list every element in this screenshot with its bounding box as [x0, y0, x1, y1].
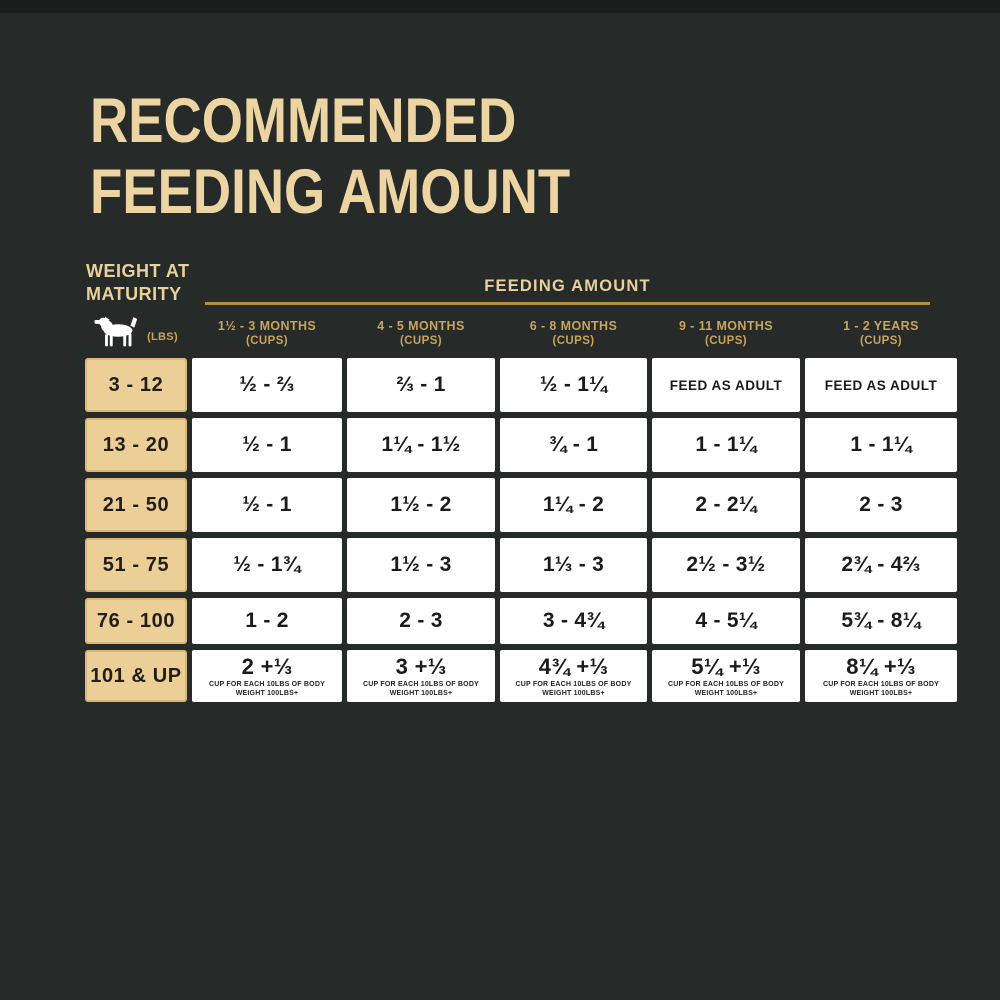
header-rule: [205, 302, 930, 305]
column-range-label: 1½ - 3 MONTHS: [217, 319, 317, 333]
column-unit-label: (CUPS): [245, 335, 288, 347]
cell-note: CUP FOR EACH 10LBS OF BODY WEIGHT 100LBS+: [515, 680, 632, 697]
column-range-label: 6 - 8 MONTHS: [529, 319, 618, 333]
feeding-value-cell: [805, 358, 957, 412]
cell-note: CUP FOR EACH 10LBS OF BODY WEIGHT 100LBS+: [668, 680, 784, 697]
cell-note: CUP FOR EACH 10LBS OF BODY WEIGHT 100LBS+: [823, 680, 939, 697]
column-unit-label: (CUPS): [552, 335, 595, 347]
feeding-value-cell: [652, 478, 800, 532]
cell-value: 1⅓ - 3: [542, 553, 605, 576]
column-header-cell: [652, 308, 800, 352]
feeding-value-cell: [500, 650, 647, 702]
feeding-value-cell: [805, 538, 957, 592]
feeding-value-cell: [500, 478, 647, 532]
cell-value: ⅔ - 1: [396, 373, 446, 396]
feeding-value-cell: [347, 478, 495, 532]
column-unit-label: (CUPS): [704, 335, 747, 347]
cell-note: CUP FOR EACH 10LBS OF BODY WEIGHT 100LBS+: [363, 680, 479, 697]
cell-value: 4 - 5¼: [695, 609, 757, 632]
top-edge-strip: [0, 0, 1000, 13]
weight-range-cell: 21 - 50: [85, 478, 187, 532]
cell-value: FEED AS ADULT: [824, 377, 938, 393]
feeding-value-cell: [192, 538, 342, 592]
feeding-value-cell: [652, 598, 800, 644]
cell-value: 2¾ - 4⅔: [841, 553, 921, 576]
cell-value: ½ - 1¼: [539, 373, 608, 396]
column-header-cell: [805, 308, 957, 352]
cell-value: 1 - 2: [245, 609, 289, 632]
feeding-value-cell: [652, 538, 800, 592]
weight-range-cell: 51 - 75: [85, 538, 187, 592]
feeding-value-cell: [347, 418, 495, 472]
feeding-value-cell: [652, 650, 800, 702]
cell-note: CUP FOR EACH 10LBS OF BODY WEIGHT 100LBS+: [209, 680, 325, 697]
weight-at-maturity-header: WEIGHT AT MATURITY: [86, 261, 190, 305]
feeding-value-cell: [805, 598, 957, 644]
cell-value: 1 - 1¼: [850, 433, 912, 456]
cell-value: 3 - 4¾: [542, 609, 605, 632]
cell-value: 1½ - 2: [390, 493, 452, 516]
column-range-label: 4 - 5 MONTHS: [377, 319, 465, 333]
cell-value: ½ - 1: [242, 433, 292, 456]
cell-value: ½ - ⅔: [239, 373, 295, 396]
feeding-value-cell: [500, 358, 647, 412]
page-title: [90, 86, 570, 228]
feeding-value-cell: [500, 538, 647, 592]
column-range-label: 1 - 2 YEARS: [843, 319, 919, 333]
cell-value: 3 +⅓: [395, 653, 447, 679]
weight-range-cell: 76 - 100: [85, 598, 187, 644]
cell-value: 4¾ +⅓: [538, 653, 609, 679]
weight-range-cell: 101 & UP: [85, 650, 187, 702]
feeding-value-cell: [192, 478, 342, 532]
cell-value: 2 - 2¼: [695, 493, 757, 516]
cell-value: 2 - 3: [399, 609, 443, 632]
feeding-value-cell: [192, 598, 342, 644]
cell-value: 1½ - 3: [390, 553, 452, 576]
column-header-cell: [347, 308, 495, 352]
feeding-value-cell: [805, 418, 957, 472]
cell-value: FEED AS ADULT: [669, 377, 783, 393]
cell-value: ½ - 1: [242, 493, 292, 516]
feeding-value-cell: [347, 650, 495, 702]
cell-value: 5¼ +⅓: [691, 653, 761, 679]
feeding-value-cell: [192, 358, 342, 412]
dog-icon: [94, 315, 142, 348]
feeding-value-cell: [652, 418, 800, 472]
cell-value: 1¼ - 2: [542, 493, 605, 516]
cell-value: 2 +⅓: [241, 653, 293, 679]
weight-unit-header-cell: [85, 308, 187, 352]
title-line-1: RECOMMENDED: [90, 86, 517, 156]
cell-value: ¾ - 1: [548, 433, 599, 456]
column-header-cell: [192, 308, 342, 352]
cell-value: 1 - 1¼: [695, 433, 757, 456]
weight-range-cell: 3 - 12: [85, 358, 187, 412]
cell-value: 2 - 3: [859, 493, 903, 516]
feeding-value-cell: [192, 418, 342, 472]
column-unit-label: (CUPS): [859, 335, 902, 347]
feeding-value-cell: [500, 598, 647, 644]
column-range-label: 9 - 11 MONTHS: [678, 319, 774, 333]
title-line-2: FEEDING AMOUNT: [90, 157, 571, 228]
feeding-value-cell: [652, 358, 800, 412]
cell-value: 2½ - 3½: [686, 553, 766, 576]
cell-value: 1¼ - 1½: [381, 433, 461, 456]
feeding-amount-header: FEEDING AMOUNT: [484, 277, 651, 295]
column-unit-label: (CUPS): [399, 335, 442, 347]
feeding-value-cell: [805, 478, 957, 532]
cell-value: 5¾ - 8¼: [841, 609, 921, 632]
column-header-cell: [500, 308, 647, 352]
cell-value: ½ - 1¾: [233, 553, 301, 576]
cell-value: 8¼ +⅓: [846, 653, 916, 679]
feeding-value-cell: [192, 650, 342, 702]
feeding-value-cell: [347, 358, 495, 412]
feeding-value-cell: [347, 598, 495, 644]
feeding-value-cell: [500, 418, 647, 472]
feeding-value-cell: [347, 538, 495, 592]
feeding-table: [85, 308, 957, 702]
weight-unit-label: (LBS): [147, 331, 178, 343]
feeding-value-cell: [805, 650, 957, 702]
weight-range-cell: 13 - 20: [85, 418, 187, 472]
